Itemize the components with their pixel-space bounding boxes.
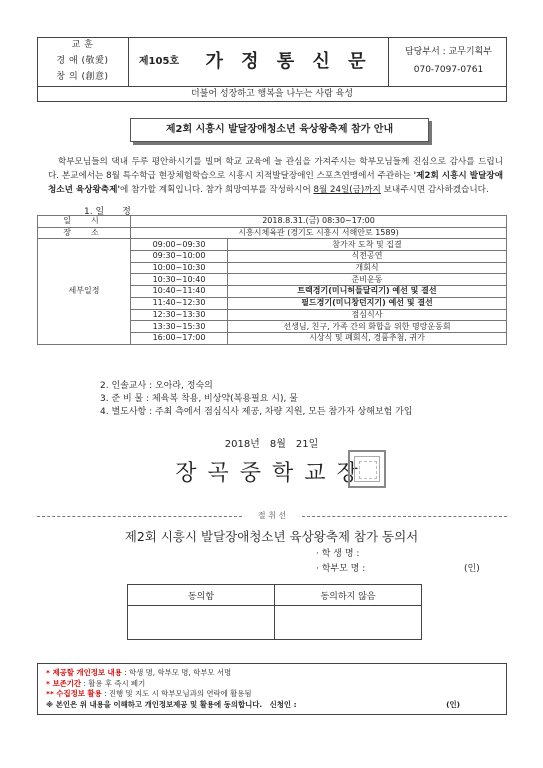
motto-line: 교 훈 — [71, 40, 94, 50]
consent-fields — [316, 547, 480, 577]
list-item: 4. 별도사항 : 주최 측에서 점심식사 제공, 차량 지원, 모든 참가자 상해보험 가입 — [100, 407, 413, 417]
seal-mark: (인) — [464, 564, 480, 574]
consent-table — [127, 584, 422, 640]
privacy-notice — [37, 663, 507, 715]
time-cell: 10:00~10:30 — [131, 262, 228, 274]
disagree-checkbox-cell[interactable] — [275, 606, 422, 640]
event-name: '제2회 시흥시 발달장애청소년 육상왕축제' — [48, 171, 503, 195]
time-cell: 16:00~17:00 — [131, 332, 228, 344]
event-cell: 점심식사 — [228, 309, 507, 321]
detail-label: 세부일정 — [38, 239, 131, 344]
time-cell: 09:30~10:00 — [131, 251, 228, 263]
student-name-field[interactable]: · 학 생 명 : — [316, 549, 360, 559]
event-cell: 트랙경기(미니허들달리기) 예선 및 결선 — [228, 286, 507, 298]
cut-line — [37, 510, 507, 522]
list-item: 2. 인솔교사 : 오아라, 정숙의 — [100, 381, 213, 391]
privacy-consent-text: ※ 본인은 위 내용을 이해하고 개인정보제공 및 활용에 동의합니다. 신청인 : — [46, 699, 297, 709]
privacy-line — [46, 679, 506, 690]
section-schedule-heading: 1. 일 정 — [84, 207, 131, 217]
event-cell: 선생님, 친구, 가족 간의 화합을 위한 명랑운동회 — [228, 321, 507, 333]
intro-text-tail: 에 참가할 계획입니다. 참가 희망여부를 작성하시어 — [120, 185, 314, 195]
info-list — [100, 380, 413, 419]
parent-name-field[interactable]: · 학부모 명 : — [316, 564, 366, 574]
event-cell: 개회식 — [228, 262, 507, 274]
privacy-text: : 진행 및 지도 시 학부모님과의 연락에 활용됨 — [101, 689, 252, 698]
privacy-text: : 활용 후 즉시 폐기 — [81, 678, 146, 688]
issue-date: 2018년 8월 21일 — [224, 439, 319, 450]
cut-line-label: 절 취 선 — [257, 511, 287, 520]
intro-text: 학부모님들의 댁내 두루 평안하시기를 빌며 학교 교육에 늘 관심을 가져주시는 학부모님들께 진심으로 감사를 드립니다. 본교에서는 8월 특수학급 현장체험학습으로 시흥시 지적발달장애인 스포츠연맹에서 주관하는 — [48, 157, 503, 181]
event-cell: 참가자 도착 및 집결 — [228, 239, 507, 251]
place-label: 장 소 — [38, 227, 131, 239]
department: 담당부서 : 교무기획부 — [404, 47, 492, 57]
event-cell: 식전공연 — [228, 251, 507, 263]
agree-checkbox-cell[interactable] — [128, 606, 275, 640]
event-cell: 준비운동 — [228, 274, 507, 286]
intro-text-end: 보내주시면 감사하겠습니다. — [380, 185, 489, 195]
time-cell: 12:30~13:30 — [131, 309, 228, 321]
time-cell: 13:30~15:30 — [131, 321, 228, 333]
motto-line: 경 애 (敬愛) — [56, 56, 109, 66]
date-value: 2018.8.31.(금) 08:30~17:00 — [131, 216, 507, 228]
place-value: 시흥시체육관 (경기도 시흥시 서해안로 1589) — [131, 227, 507, 239]
event-cell: 시상식 및 폐회식, 경품추첨, 귀가 — [228, 332, 507, 344]
privacy-label: * 제공할 개인정보 내용 — [46, 668, 122, 677]
principal-signature: 장곡중학교장 — [175, 461, 369, 486]
school-motto — [37, 37, 129, 87]
privacy-label: * 보존기간 — [46, 678, 81, 688]
phone-number: 070-7097-0761 — [413, 65, 484, 75]
time-cell: 09:00~09:30 — [131, 239, 228, 251]
motto-line: 창 의 (創意) — [56, 72, 109, 82]
issue-number: 제105호 — [138, 56, 180, 67]
date-label: 일 시 — [38, 216, 131, 228]
privacy-label: ** 수집정보 활용 — [46, 689, 102, 698]
newsletter-title: 가 정 통 신 문 — [189, 37, 389, 87]
time-cell: 10:30~10:40 — [131, 274, 228, 286]
privacy-line — [46, 700, 506, 711]
time-cell: 10:40~11:40 — [131, 286, 228, 298]
table-row — [38, 239, 507, 251]
list-item: 3. 준 비 물 : 체육복 착용, 비상약(복용필요 시), 물 — [100, 394, 298, 404]
event-cell: 필드경기(미니창던지기) 예선 및 결선 — [228, 297, 507, 309]
schedule-table — [37, 215, 507, 345]
privacy-line — [46, 689, 506, 700]
intro-paragraph — [48, 155, 503, 197]
privacy-line — [46, 668, 506, 679]
agree-header: 동의함 — [128, 585, 275, 606]
privacy-seal-mark: (인) — [446, 699, 460, 709]
school-slogan: 더불어 성장하고 행복을 나누는 사람 육성 — [37, 87, 507, 102]
official-seal-icon — [348, 450, 386, 488]
deadline: 8월 24일(금)까지 — [313, 185, 381, 195]
notice-title: 제2회 시흥시 발달장애청소년 육상왕축제 참가 안내 — [130, 118, 429, 142]
time-cell: 11:40~12:30 — [131, 297, 228, 309]
contact-info — [390, 43, 507, 79]
privacy-text: : 학생 명, 학부모 명, 학부모 서명 — [121, 668, 232, 677]
consent-form-title: 제2회 시흥시 발달장애청소년 육상왕축제 참가 동의서 — [124, 529, 419, 544]
disagree-header: 동의하지 않음 — [275, 585, 422, 606]
